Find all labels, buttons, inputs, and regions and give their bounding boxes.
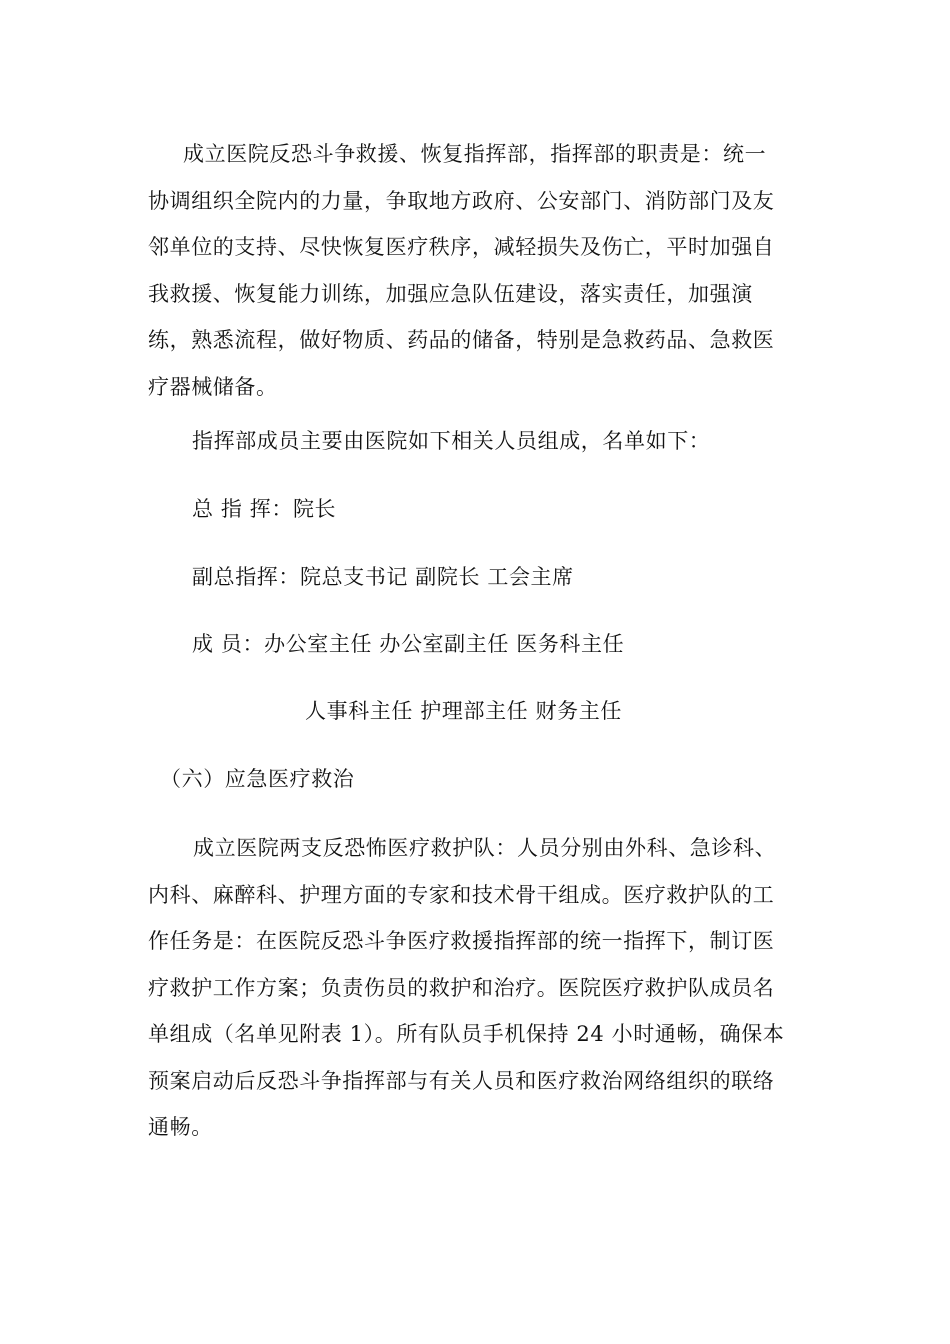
chief-commander-line: 总 指 挥：院长	[192, 497, 337, 521]
deputy-commander-line: 副总指挥：院总支书记 副院长 工会主席	[192, 565, 574, 589]
paragraph-line: 我救援、恢复能力训练，加强应急队伍建设，落实责任，加强演	[148, 281, 753, 306]
paragraph-line: 内科、麻醉科、护理方面的专家和技术骨干组成。医疗救护队的工	[148, 882, 775, 907]
members-line: 成 员：办公室主任 办公室副主任 医务科主任	[192, 632, 625, 656]
paragraph-line: 疗器械储备。	[148, 374, 278, 399]
members-intro: 指挥部成员主要由医院如下相关人员组成，名单如下：	[192, 429, 711, 453]
paragraph-line: 成立医院反恐斗争救援、恢复指挥部，指挥部的职责是：统一	[183, 142, 767, 166]
medical-team-paragraph	[148, 825, 808, 1151]
paragraph-line: 练，熟悉流程，做好物质、药品的储备，特别是急救药品、急救医	[148, 328, 775, 352]
paragraph-line: 通畅。	[148, 1115, 213, 1139]
members-line-continued: 人事科主任 护理部主任 财务主任	[305, 699, 622, 723]
paragraph-line: 邻单位的支持、尽快恢复医疗秩序，减轻损失及伤亡，平时加强自	[148, 235, 775, 259]
paragraph-line: 作任务是：在医院反恐斗争医疗救援指挥部的统一指挥下，制订医	[148, 929, 775, 953]
paragraph-line: 疗救护工作方案；负责伤员的救护和治疗。医院医疗救护队成员名	[148, 975, 775, 1000]
paragraph-line: 协调组织全院内的力量，争取地方政府、公安部门、消防部门及友	[148, 188, 775, 213]
paragraph-line: 预案启动后反恐斗争指挥部与有关人员和医疗救治网络组织的联络	[148, 1068, 775, 1093]
paragraph-line: 成立医院两支反恐怖医疗救护队：人员分别由外科、急诊科、	[193, 836, 777, 860]
command-center-paragraph	[148, 131, 808, 410]
section-heading: （六）应急医疗救治	[160, 767, 355, 791]
paragraph-line: 单组成（名单见附表 1）。所有队员手机保持 24 小时通畅，确保本	[148, 1022, 785, 1046]
